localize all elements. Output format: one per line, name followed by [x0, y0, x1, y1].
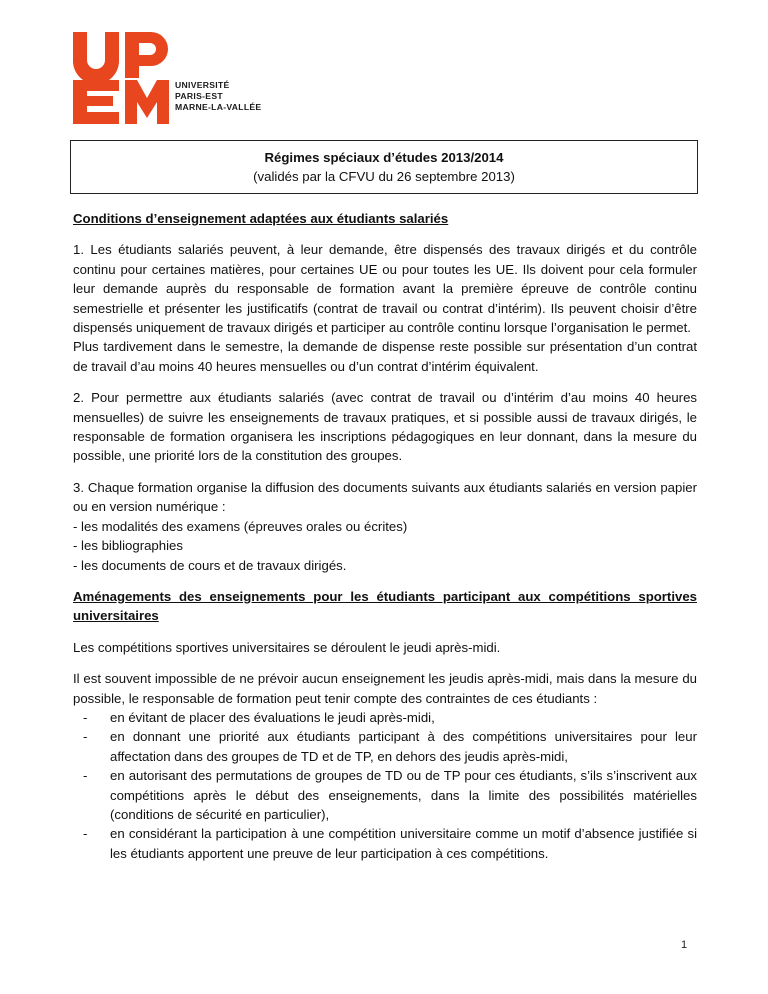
university-name-line-3: MARNE-LA-VALLÉE	[175, 102, 262, 112]
document-title: Régimes spéciaux d’études 2013/2014	[264, 150, 504, 165]
page-number: 1	[681, 939, 688, 951]
section-1-paragraph-1: 1. Les étudiants salariés peuvent, à leur demande, être dispensés des travaux dirigés et du contrôle continu pour certaines matières, pour certaines UE ou pour toutes les UE. Ils doivent pour cela formuler leur demande auprès du responsable de formation avant la première épreuve de contrôle continu semestrielle et présenter les justificatifs (contrat de travail ou contrat d’intérim). Ils peuvent choisir d’être dispensés uniquement de travaux dirigés et participer au contrôle continu lorsque l’organisation le permet.	[73, 242, 697, 336]
document-title-box	[70, 140, 698, 194]
section-2-paragraph-2: Il est souvent impossible de ne prévoir aucun enseignement les jeudis après-midi, mais dans la mesure du possible, le responsable de formation peut tenir compte des contraintes de ces étudiants :	[73, 671, 697, 706]
section-1-paragraph-3-block	[73, 478, 697, 575]
section-1-paragraph-2: 2. Pour permettre aux étudiants salariés (avec contrat de travail ou d’intérim d’au moins 40 heures mensuelles) de suivre les enseignements de travaux pratiques, et si possible aussi de travaux dirigés, le responsable de formation organisera les inscriptions pédagogiques en leur donnant, dans la mesure du possible, une priorité lors de la constitution des groupes.	[73, 390, 697, 464]
section-1-paragraph-1b: Plus tardivement dans le semestre, la demande de dispense reste possible sur présentation d’un contrat de travail d’au moins 40 heures mensuelles ou d’un contrat d’intérim équivalent.	[73, 339, 697, 374]
list-item: - en autorisant des permutations de groupes de TD ou de TP pour ces étudiants, s’ils s’inscrivent aux compétitions après le début des enseignements, dans la limite des possibilités matérielles (conditions de sécurité en particulier),	[83, 766, 697, 824]
list-item: - les documents de cours et de travaux dirigés.	[73, 557, 347, 573]
list-item: - les modalités des examens (épreuves orales ou écrites)	[73, 518, 408, 534]
list-item: - les bibliographies	[73, 538, 183, 554]
list-item: - en donnant une priorité aux étudiants participant à des compétitions universitaires pour leur affectation dans des groupes de TD et de TP, en dehors des jeudis après-midi,	[83, 727, 697, 766]
university-name-line-2: PARIS-EST	[175, 91, 223, 101]
document-body	[73, 209, 697, 863]
list-item: - en évitant de placer des évaluations le jeudi après-midi,	[83, 708, 697, 727]
section-1-paragraph-3: 3. Chaque formation organise la diffusion des documents suivants aux étudiants salariés en version papier ou en version numérique :	[73, 479, 697, 515]
university-name-line-1: UNIVERSITÉ	[175, 80, 230, 90]
section-2-heading: Aménagements des enseignements pour les étudiants participant aux compétitions sportives universitaires	[73, 588, 697, 624]
section-2-list	[73, 708, 697, 863]
section-2-paragraph-1: Les compétitions sportives universitaires se déroulent le jeudi après-midi.	[73, 639, 501, 655]
document-subtitle: (validés par la CFVU du 26 septembre 2013)	[253, 169, 515, 184]
university-name	[175, 80, 261, 113]
section-1-heading: Conditions d’enseignement adaptées aux étudiants salariés	[73, 211, 449, 226]
list-item: - en considérant la participation à une compétition universitaire comme un motif d’absence justifiée si les étudiants apportent une preuve de leur participation à ces compétitions.	[83, 824, 697, 863]
